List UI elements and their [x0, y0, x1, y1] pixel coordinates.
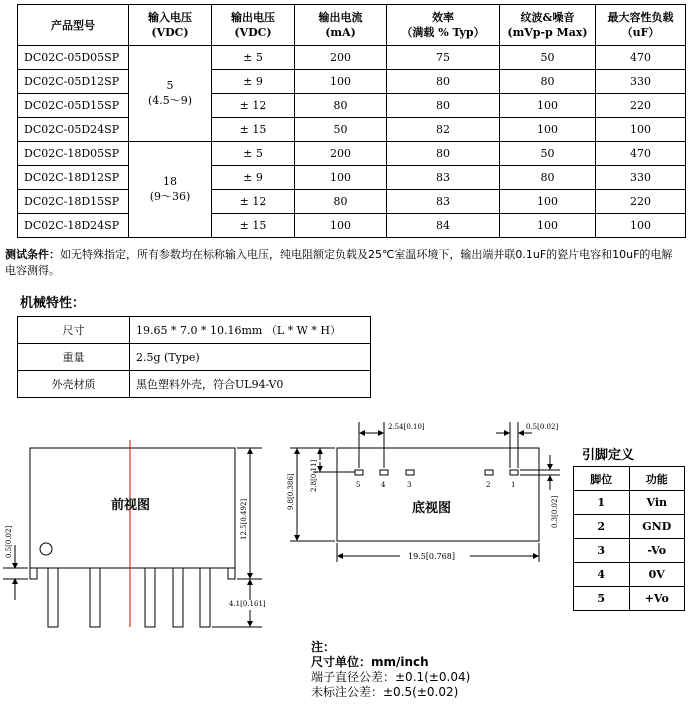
- ripple-cell: 50: [500, 142, 596, 166]
- notes-unit: 尺寸单位：mm/inch: [311, 655, 429, 669]
- mech-value: 19.65 * 7.0 * 10.16mm （L * W * H）: [130, 317, 371, 344]
- table-row: [18, 142, 686, 166]
- table-row: [574, 563, 685, 587]
- mech-table: [17, 316, 371, 398]
- iout-cell: 100: [295, 70, 387, 94]
- vout-cell: ± 12: [212, 94, 295, 118]
- pin-header: 脚位: [574, 467, 630, 491]
- vout-cell: ± 9: [212, 166, 295, 190]
- iout-cell: 200: [295, 46, 387, 70]
- header-cap: 最大容性负载 （uF）: [596, 5, 686, 46]
- table-row: [574, 539, 685, 563]
- notes-block: [311, 640, 470, 700]
- pin-cell: 4: [574, 563, 630, 587]
- eff-cell: 82: [387, 118, 500, 142]
- eff-cell: 80: [387, 142, 500, 166]
- ripple-cell: 80: [500, 166, 596, 190]
- func-cell: Vin: [629, 491, 685, 515]
- table-row: [18, 166, 686, 190]
- eff-cell: 83: [387, 166, 500, 190]
- pin-table: [573, 466, 685, 611]
- cap-cell: 220: [596, 94, 686, 118]
- model-cell: DC02C-05D12SP: [18, 70, 129, 94]
- table-row: [18, 94, 686, 118]
- iout-cell: 100: [295, 166, 387, 190]
- model-cell: DC02C-18D24SP: [18, 214, 129, 238]
- iout-cell: 80: [295, 190, 387, 214]
- pin-header-row: [574, 467, 685, 491]
- model-cell: DC02C-18D05SP: [18, 142, 129, 166]
- model-cell: DC02C-05D05SP: [18, 46, 129, 70]
- test-condition-note: [5, 247, 680, 279]
- mech-value: 黑色塑料外壳，符合UL94-V0: [130, 371, 371, 398]
- iout-cell: 200: [295, 142, 387, 166]
- vout-cell: ± 5: [212, 142, 295, 166]
- pin-table-title: 引脚定义: [582, 448, 635, 463]
- model-cell: DC02C-18D15SP: [18, 190, 129, 214]
- test-note-text: 如无特殊指定，所有参数均在标称输入电压，纯电阻额定负载及25℃室温环境下，输出端并联0.1uF的瓷片电容和10uF的电解电容测得。: [5, 248, 673, 277]
- iout-cell: 80: [295, 94, 387, 118]
- table-row: [18, 214, 686, 238]
- table-row: [18, 190, 686, 214]
- eff-cell: 84: [387, 214, 500, 238]
- model-cell: DC02C-05D24SP: [18, 118, 129, 142]
- vin-group-cell: 5 (4.5～9): [129, 46, 212, 142]
- vout-cell: ± 15: [212, 214, 295, 238]
- dim-label: 4.1[0.161]: [229, 600, 266, 608]
- eff-cell: 75: [387, 46, 500, 70]
- front-view: [3, 440, 266, 627]
- pin-number: 5: [356, 481, 361, 489]
- mech-title: 机械特性：: [20, 296, 86, 311]
- pin-cell: 2: [574, 515, 630, 539]
- mech-key: 外壳材质: [18, 371, 130, 398]
- ripple-cell: 100: [500, 190, 596, 214]
- table-row: [574, 587, 685, 611]
- cap-cell: 100: [596, 214, 686, 238]
- pin-number: 3: [407, 481, 412, 489]
- eff-cell: 80: [387, 94, 500, 118]
- cap-cell: 470: [596, 142, 686, 166]
- dim-label: 12.5[0.492]: [240, 498, 248, 540]
- cap-cell: 330: [596, 70, 686, 94]
- model-cell: DC02C-18D12SP: [18, 166, 129, 190]
- header-model: 产品型号: [18, 5, 129, 46]
- eff-cell: 83: [387, 190, 500, 214]
- table-row: [574, 515, 685, 539]
- header-vout: 输出电压 (VDC): [212, 5, 295, 46]
- func-cell: 0V: [629, 563, 685, 587]
- ripple-cell: 100: [500, 118, 596, 142]
- dim-label: 2.8[0.11]: [310, 459, 318, 492]
- ripple-cell: 100: [500, 94, 596, 118]
- table-row: [18, 118, 686, 142]
- table-row: [18, 317, 371, 344]
- iout-cell: 50: [295, 118, 387, 142]
- func-cell: GND: [629, 515, 685, 539]
- test-note-label: 测试条件：: [5, 248, 60, 261]
- mech-value: 2.5g (Type): [130, 344, 371, 371]
- cap-cell: 330: [596, 166, 686, 190]
- dim-label: 0.5[0.02]: [526, 423, 559, 431]
- pin-cell: 5: [574, 587, 630, 611]
- bottom-view-label: 底视图: [412, 501, 452, 516]
- iout-cell: 100: [295, 214, 387, 238]
- vout-cell: ± 5: [212, 46, 295, 70]
- table-row: [574, 491, 685, 515]
- func-cell: +Vo: [629, 587, 685, 611]
- header-iout: 输出电流 (mA): [295, 5, 387, 46]
- mech-key: 尺寸: [18, 317, 130, 344]
- spec-header-row: [18, 5, 686, 46]
- model-cell: DC02C-05D15SP: [18, 94, 129, 118]
- bottom-view: [287, 422, 560, 562]
- mechanical-drawings: [0, 405, 575, 640]
- notes-line: 未标注公差：±0.5(±0.02): [311, 685, 459, 699]
- ripple-cell: 80: [500, 70, 596, 94]
- dim-label: 0.3[0.02]: [551, 495, 559, 528]
- header-ripple: 纹波&噪音 (mVp-p Max): [500, 5, 596, 46]
- spec-table: [17, 4, 686, 238]
- ripple-cell: 50: [500, 46, 596, 70]
- table-row: [18, 46, 686, 70]
- header-eff: 效率 （满载 % Typ）: [387, 5, 500, 46]
- pin-number: 1: [511, 481, 516, 489]
- dim-label: 2.54[0.10]: [388, 423, 425, 431]
- func-cell: -Vo: [629, 539, 685, 563]
- vout-cell: ± 9: [212, 70, 295, 94]
- eff-cell: 80: [387, 70, 500, 94]
- table-row: [18, 344, 371, 371]
- pin-cell: 3: [574, 539, 630, 563]
- ripple-cell: 100: [500, 214, 596, 238]
- notes-title: 注：: [311, 640, 336, 654]
- pin-number: 4: [381, 481, 386, 489]
- pin-number: 2: [486, 481, 491, 489]
- front-view-label: 前视图: [111, 498, 151, 513]
- vout-cell: ± 15: [212, 118, 295, 142]
- cap-cell: 470: [596, 46, 686, 70]
- dim-label: 19.5[0.768]: [408, 552, 455, 561]
- dim-label: 9.8[0.386]: [287, 473, 295, 510]
- mech-key: 重量: [18, 344, 130, 371]
- vout-cell: ± 12: [212, 190, 295, 214]
- header-vin: 输入电压 (VDC): [129, 5, 212, 46]
- vin-group-cell: 18 (9～36): [129, 142, 212, 238]
- notes-line: 端子直径公差：±0.1(±0.04): [311, 670, 471, 684]
- func-header: 功能: [629, 467, 685, 491]
- table-row: [18, 70, 686, 94]
- dim-label: 0.5[0.02]: [5, 525, 13, 558]
- cap-cell: 100: [596, 118, 686, 142]
- pin-cell: 1: [574, 491, 630, 515]
- table-row: [18, 371, 371, 398]
- cap-cell: 220: [596, 190, 686, 214]
